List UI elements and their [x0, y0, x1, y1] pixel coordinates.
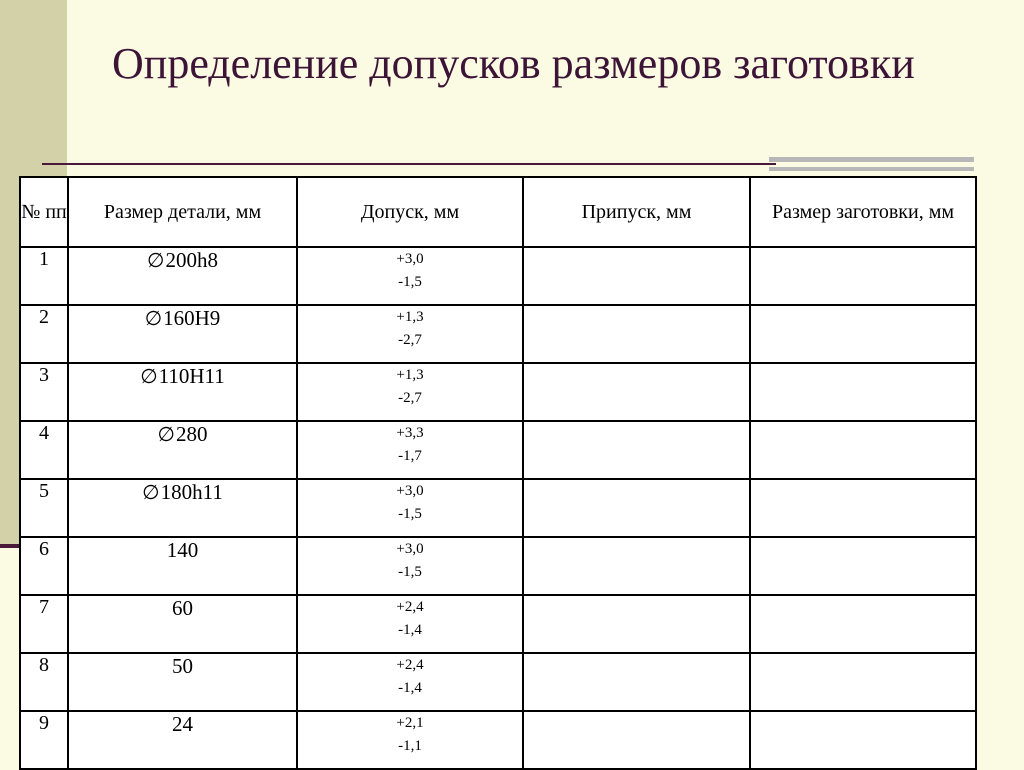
allowance-cell: [523, 595, 750, 653]
tolerance-cell: [297, 247, 523, 305]
tolerance-upper: +1,3: [396, 367, 424, 383]
part-size-value: 60: [172, 596, 193, 620]
diameter-icon: ∅: [140, 366, 158, 388]
tolerance-upper: +2,1: [396, 715, 424, 731]
table-row: [20, 363, 976, 421]
tolerance-cell: [297, 653, 523, 711]
tolerance-lower: -1,1: [398, 738, 422, 754]
blank-size-cell: [750, 421, 976, 479]
allowance-cell: [523, 537, 750, 595]
tolerance-cell: [297, 421, 523, 479]
allowance-cell: [523, 363, 750, 421]
row-number: 1: [20, 247, 68, 305]
col-header-tolerance: Допуск, мм: [297, 177, 523, 247]
part-size-cell: [68, 305, 297, 363]
tolerance-cell: [297, 595, 523, 653]
tolerance-cell: [297, 479, 523, 537]
blank-size-cell: [750, 595, 976, 653]
tolerance-lower: -1,4: [398, 680, 422, 696]
part-size-value: 200h8: [165, 248, 218, 272]
tolerance-upper: +3,3: [396, 425, 424, 441]
tolerance-lower: -1,5: [398, 506, 422, 522]
row-number: 5: [20, 479, 68, 537]
allowance-cell: [523, 421, 750, 479]
row-number: 3: [20, 363, 68, 421]
tolerance-lower: -1,4: [398, 622, 422, 638]
tolerance-cell: [297, 711, 523, 769]
tolerance-cell: [297, 363, 523, 421]
tolerance-upper: +2,4: [396, 599, 424, 615]
title-decor-bar-lower: [769, 167, 974, 171]
table-row: [20, 421, 976, 479]
tolerance-lower: -2,7: [398, 390, 422, 406]
blank-size-cell: [750, 653, 976, 711]
tolerance-lower: -1,5: [398, 274, 422, 290]
table-body: [20, 247, 976, 769]
table-row: [20, 711, 976, 769]
tolerance-upper: +2,4: [396, 657, 424, 673]
table-row: [20, 653, 976, 711]
col-header-number: № пп: [20, 177, 68, 247]
diameter-icon: ∅: [144, 308, 163, 330]
row-number: 7: [20, 595, 68, 653]
allowance-cell: [523, 653, 750, 711]
part-size-cell: [68, 653, 297, 711]
blank-size-cell: [750, 711, 976, 769]
row-number: 2: [20, 305, 68, 363]
part-size-value: 180h11: [160, 480, 223, 504]
blank-size-cell: [750, 247, 976, 305]
row-number: 6: [20, 537, 68, 595]
col-header-part-size: Размер детали, мм: [68, 177, 297, 247]
part-size-value: 160H9: [163, 306, 221, 330]
part-size-cell: [68, 421, 297, 479]
allowance-cell: [523, 305, 750, 363]
diameter-icon: ∅: [157, 424, 175, 446]
table-row: [20, 595, 976, 653]
part-size-cell: [68, 537, 297, 595]
row-number: 9: [20, 711, 68, 769]
blank-size-cell: [750, 537, 976, 595]
table-row: [20, 537, 976, 595]
row-number: 4: [20, 421, 68, 479]
tolerance-upper: +3,0: [396, 251, 424, 267]
table-row: [20, 305, 976, 363]
slide-title: Определение допусков размеров заготовки: [112, 39, 915, 88]
blank-size-cell: [750, 305, 976, 363]
table-row: [20, 479, 976, 537]
tolerance-cell: [297, 537, 523, 595]
diameter-icon: ∅: [147, 250, 165, 272]
col-header-allowance: Припуск, мм: [523, 177, 750, 247]
part-size-value: 50: [172, 654, 193, 678]
part-size-value: 110H11: [158, 364, 225, 388]
allowance-cell: [523, 247, 750, 305]
table-row: [20, 247, 976, 305]
table-header-row: [20, 177, 976, 247]
diameter-icon: ∅: [142, 482, 160, 504]
tolerance-upper: +3,0: [396, 541, 424, 557]
part-size-cell: [68, 711, 297, 769]
allowance-cell: [523, 479, 750, 537]
title-underline: [42, 163, 776, 165]
blank-size-cell: [750, 479, 976, 537]
tolerance-table: [19, 176, 977, 770]
tolerance-cell: [297, 305, 523, 363]
part-size-cell: [68, 247, 297, 305]
tolerance-lower: -1,7: [398, 448, 422, 464]
part-size-cell: [68, 363, 297, 421]
part-size-cell: [68, 595, 297, 653]
blank-size-cell: [750, 363, 976, 421]
title-decor-bar: [769, 157, 974, 162]
part-size-value: 140: [166, 538, 199, 562]
tolerance-upper: +1,3: [396, 309, 424, 325]
tolerance-lower: -1,5: [398, 564, 422, 580]
row-number: 8: [20, 653, 68, 711]
tolerance-upper: +3,0: [396, 483, 424, 499]
part-size-value: 24: [172, 712, 193, 736]
allowance-cell: [523, 711, 750, 769]
col-header-blank-size: Размер заготовки, мм: [750, 177, 976, 247]
part-size-value: 280: [175, 422, 208, 446]
tolerance-lower: -2,7: [398, 332, 422, 348]
part-size-cell: [68, 479, 297, 537]
